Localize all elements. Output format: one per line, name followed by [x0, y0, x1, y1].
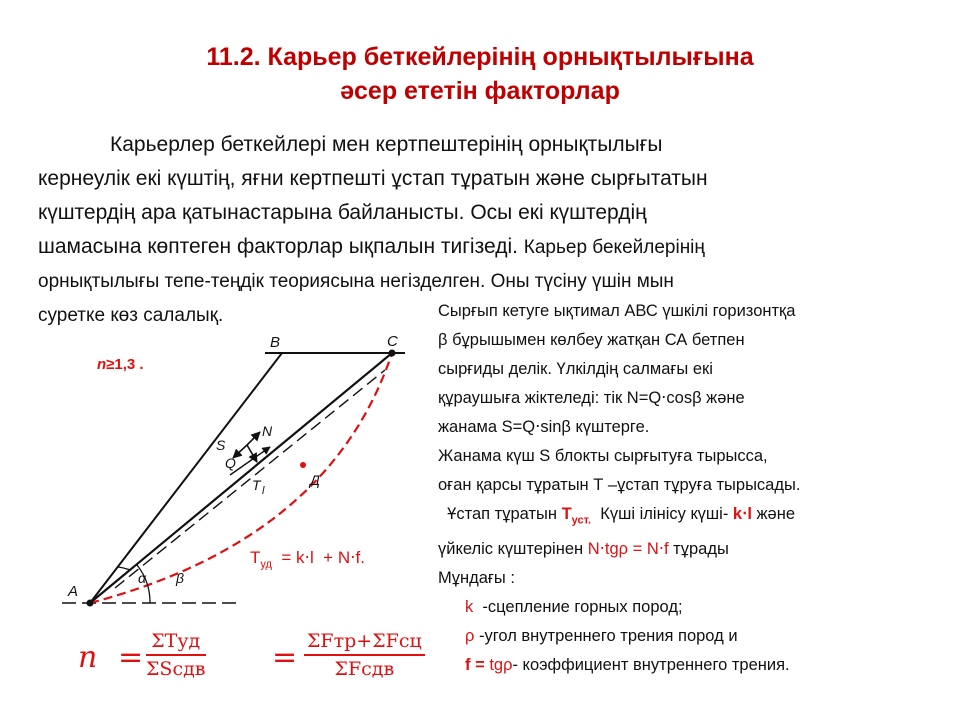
holding-force-formula: $Т_{уд} = k\cdot l + N\cdot f$. — [250, 548, 365, 571]
def-f: f = tgρ- коэффициент внутреннего трения. — [465, 656, 790, 675]
label-N: N — [262, 423, 273, 439]
curve-point — [300, 462, 306, 468]
explain-line-8: Ұстап тұратын $Т_{уст.}$ Күші ілінісу күші- k⋅l және — [438, 505, 796, 527]
label-B: B — [270, 334, 281, 351]
intro-line-2: кернеулік екі күштің, яғни кертпешті ұстап тұратын және сырғытатын — [38, 167, 708, 190]
label-beta: β — [176, 570, 184, 586]
fraction-1 — [146, 628, 206, 682]
point-A — [87, 600, 94, 607]
intro-line-1: Карьерлер беткейлері мен кертпештерінің орнықтылығы — [110, 133, 663, 156]
explain-line-4: құраушыға жіктеледі: тік N=Q⋅cosβ және — [438, 389, 745, 407]
label-D: Д — [310, 472, 320, 488]
def-k: k -сцепление горных пород; — [465, 598, 683, 617]
formula-eq-2: = — [272, 640, 298, 675]
fraction-2 — [304, 628, 425, 682]
angle-alpha-arc — [118, 567, 130, 570]
intro-line-3: күштердің ара қатынастарына байланысты. Осы екі күштердің — [38, 201, 647, 224]
safety-factor-label: n≥1,3 . — [97, 356, 144, 373]
def-rho: ρ -угол внутреннего трения пород и — [465, 627, 738, 646]
label-C: C — [387, 333, 398, 350]
explain-line-1: Сырғып кетуге ықтимал АВС үшкілі горизонтқа — [438, 302, 796, 320]
label-T: T — [252, 477, 261, 493]
label-alpha: α — [138, 570, 146, 586]
title-line-1: 11.2. Карьер беткейлерінің орнықтылығына — [206, 43, 754, 71]
fraction-1-numerator: ΣТуд — [146, 628, 206, 656]
label-A: A — [68, 583, 79, 600]
label-l: l — [262, 485, 265, 497]
fraction-2-denominator: ΣFсдв — [334, 658, 395, 680]
explain-line-6: Жанама күш S блокты сырғытуға тырысса, — [438, 447, 768, 465]
title-line-2: әсер ететін факторлар — [340, 77, 620, 105]
label-Q: Q — [225, 455, 236, 471]
intro-line-5: орнықтылығы тепе-теңдік теориясына негізделген. Оны түсіну үшін мын — [38, 271, 674, 292]
intro-line-6: суретке көз салалық. — [38, 305, 224, 326]
formula-n: n — [78, 640, 98, 675]
explain-line-3: сырғиды делік. Үлкілдің салмағы екі — [438, 360, 713, 378]
force-N-arrow — [247, 432, 260, 445]
explain-line-9: үйкеліс күштерінен N⋅tgρ = N⋅f тұрады — [438, 540, 729, 559]
fraction-2-numerator: ΣFтр+ΣFсц — [304, 628, 425, 656]
label-S: S — [216, 437, 226, 453]
explain-line-10: Мұндағы : — [438, 569, 515, 588]
formula-eq-1: = — [118, 640, 144, 675]
intro-line-4b: Карьер бекейлерінің — [523, 237, 705, 258]
explain-line-7: оған қарсы тұратын Т –ұстап тұруға тырысады. — [438, 476, 801, 494]
explain-line-5: жанама S=Q⋅sinβ күштерге. — [438, 418, 650, 436]
explain-line-2: β бұрышымен көлбеу жатқан СА бетпен — [438, 331, 745, 349]
point-C — [389, 350, 396, 357]
intro-line-4a: шамасына көптеген факторлар ықпалын тигізеді. — [38, 235, 524, 258]
fraction-1-denominator: ΣSсдв — [146, 658, 206, 680]
